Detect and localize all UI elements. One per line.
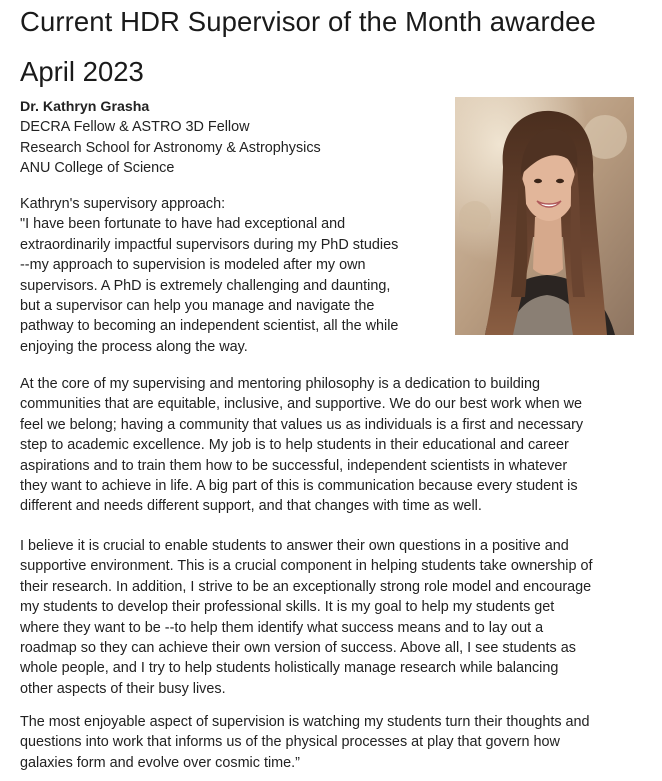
intro-line: supervisors. A PhD is extremely challenging and daunting,	[20, 277, 391, 294]
awardee-role: DECRA Fellow & ASTRO 3D Fellow	[20, 119, 250, 136]
paragraph-line: I believe it is crucial to enable students to answer their own questions in a positive and	[20, 538, 569, 554]
intro-line: enjoying the process along the way.	[20, 338, 248, 355]
intro-line: "I have been fortunate to have had exceptional and	[20, 216, 346, 233]
paragraph-line: their research. In addition, I strive to be an exceptionally strong role model and encourage	[20, 578, 592, 595]
paragraph-line: different and needs different support, and that changes with time as well.	[20, 498, 482, 515]
intro-line: --my approach to supervision is modeled after my own	[20, 257, 366, 274]
portrait-photo	[455, 97, 634, 335]
paragraph-line: they want to achieve in life. A big part of this is communication because every student is	[20, 478, 578, 495]
statement-paragraph-2	[20, 536, 652, 699]
intro-line: pathway to becoming an independent scientist, all the while	[20, 318, 399, 335]
intro-line: but a supervisor can help you manage and navigate the	[20, 298, 375, 315]
paragraph-line: communities that are equitable, inclusive, and supportive. We do our best work when we	[20, 396, 583, 413]
statement-paragraph-1	[20, 374, 652, 517]
paragraph-line: my students to develop their professional skills. It is my goal to help my students get	[20, 599, 555, 616]
paragraph-line: where they want to be --to help them identify what success means and to lay out a	[20, 619, 544, 636]
paragraph-line: roadmap so they can achieve their own version of success. Above all, I see students as	[20, 640, 576, 657]
awardee-name: Dr. Kathryn Grasha	[20, 99, 150, 115]
statement-intro	[20, 194, 440, 357]
paragraph-line: feel we belong; having a community that values us as individuals is a first and necessary	[20, 416, 584, 433]
paragraph-line: The most enjoyable aspect of supervision is watching my students turn their thoughts and	[20, 714, 590, 730]
awardee-info	[20, 97, 440, 179]
paragraph-line: galaxies form and evolve over cosmic time.”	[20, 754, 300, 771]
award-month: April 2023	[20, 56, 144, 87]
paragraph-line: questions into work that informs us of the physical processes at play that govern how	[20, 734, 560, 751]
paragraph-line: aspirations and to train them how to be successful, independent scientists in whatever	[20, 457, 568, 474]
paragraph-line: other aspects of their busy lives.	[20, 680, 226, 697]
page-title: Current HDR Supervisor of the Month awardee	[20, 6, 596, 37]
awardee-college: ANU College of Science	[20, 160, 175, 177]
awardee-school: Research School for Astronomy & Astrophysics	[20, 139, 321, 156]
intro-line: Kathryn's supervisory approach:	[20, 196, 226, 212]
paragraph-line: At the core of my supervising and mentoring philosophy is a dedication to building	[20, 376, 540, 392]
statement-paragraph-3	[20, 712, 652, 773]
paragraph-line: whole people, and I try to help students holistically manage research while balancing	[20, 660, 559, 677]
paragraph-line: step to academic excellence. My job is to help students in their educational and career	[20, 437, 569, 454]
intro-line: extraordinarily impactful supervisors during my PhD studies	[20, 236, 399, 253]
paragraph-line: supportive environment. This is a crucial component in helping students take ownership of	[20, 558, 593, 575]
